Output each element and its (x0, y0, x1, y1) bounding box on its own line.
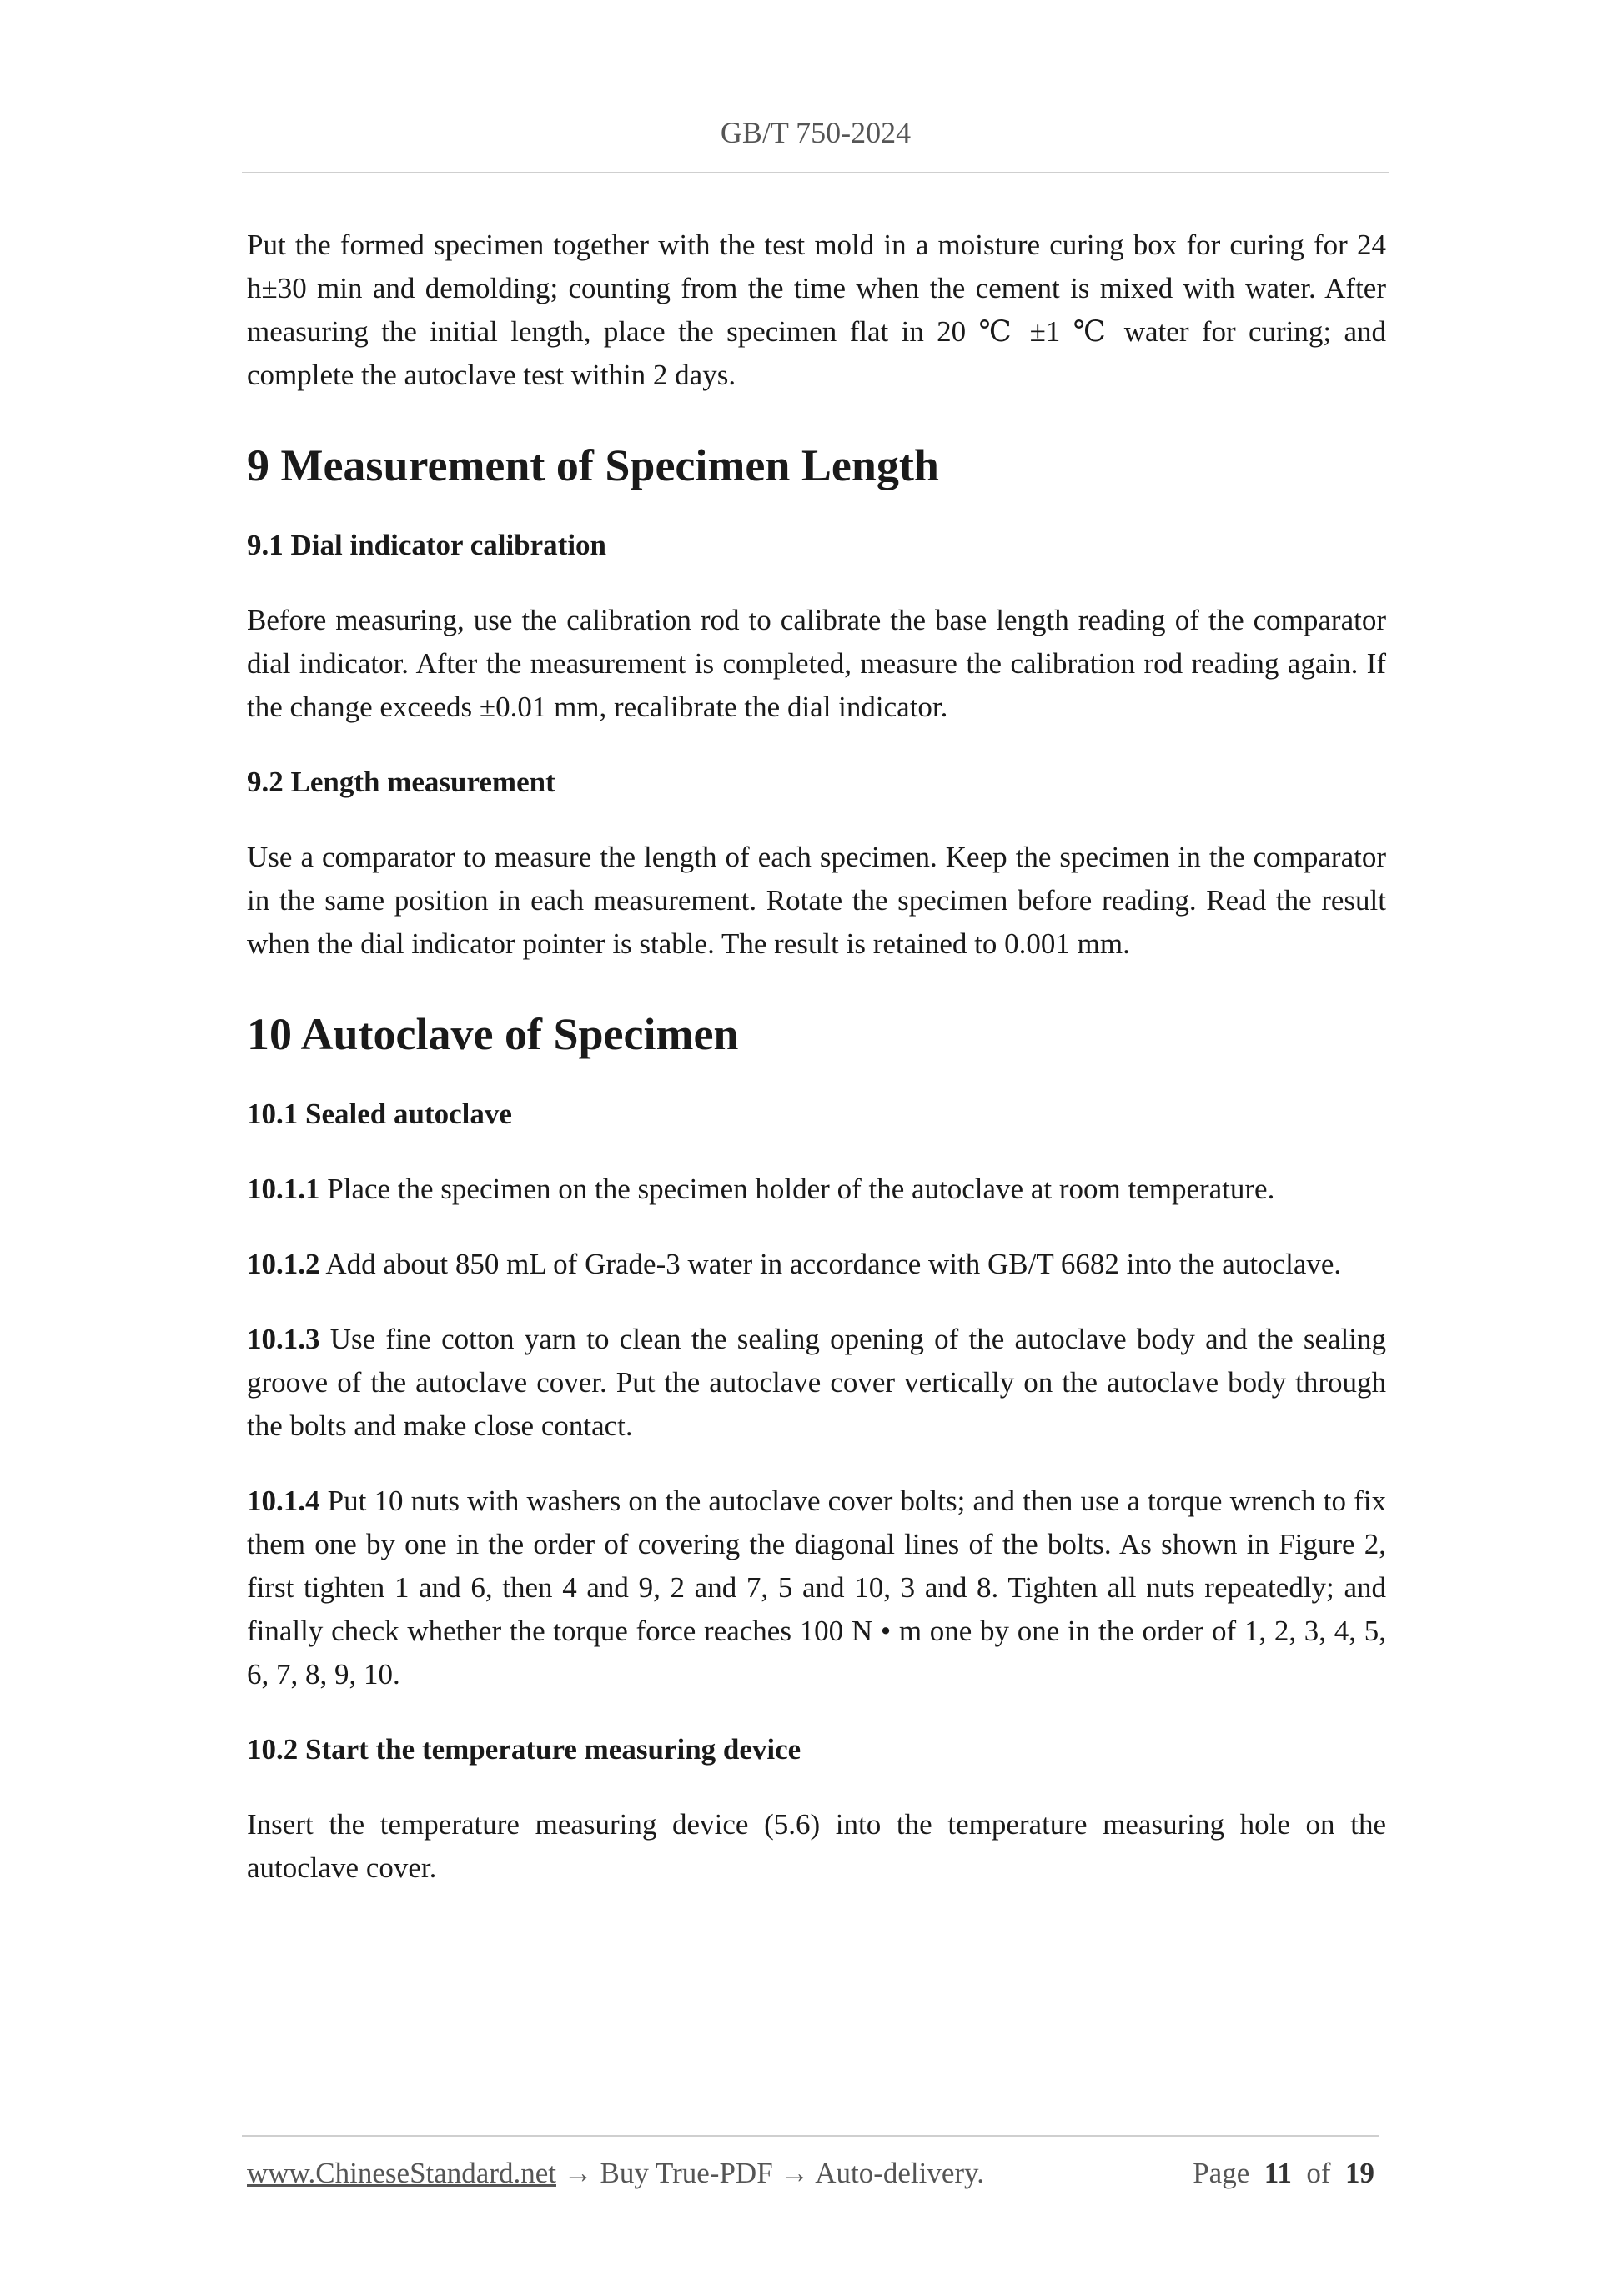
section-10-heading: 10 Autoclave of Specimen (247, 1009, 739, 1059)
of-label: of (1306, 2157, 1331, 2189)
clause-10-1-1 (247, 1168, 1386, 1211)
website-link[interactable]: www.ChineseStandard.net (247, 2157, 556, 2189)
page-number: 11 (1264, 2157, 1292, 2189)
clause-text: Add about 850 mL of Grade-3 water in accordance with GB/T 6682 into the autoclave. (319, 1248, 1342, 1280)
subsection-10-2-text: Insert the temperature measuring device (5.6) into the temperature measuring hole on the autoclave cover. (247, 1808, 1386, 1884)
subsection-9-1-text: Before measuring, use the calibration rod to calibrate the base length reading of the comparator dial indicator. After the measurement is completed, measure the calibration rod reading again. If the change exceeds ±0.01 mm, recalibrate the dial indicator. (247, 604, 1386, 723)
section-9-heading: 9 Measurement of Specimen Length (247, 440, 939, 490)
subsection-9-2-text: Use a comparator to measure the length of each specimen. Keep the specimen in the comparator in the same position in each measurement. Rotate the specimen before reading. Read the result when the dial indicator pointer is stable. The result is retained to 0.001 mm. (247, 841, 1386, 960)
footer-tagline: → Buy True-PDF → Auto-delivery. (556, 2157, 985, 2189)
clause-number: 10.1.4 (247, 1485, 320, 1517)
clause-10-1-4 (247, 1480, 1386, 1696)
total-pages: 19 (1345, 2157, 1374, 2189)
subsection-9-2-heading: 9.2 Length measurement (247, 766, 555, 798)
clause-text: Place the specimen on the specimen holder of the autoclave at room temperature. (319, 1173, 1275, 1205)
document-body (247, 224, 1386, 1890)
clause-text: Put 10 nuts with washers on the autoclave cover bolts; and then use a torque wrench to fix them one by one in the order of covering the diagonal lines of the bolts. As shown in Figure 2, first tighten 1 and 6, then 4 and 9, 2 and 7, 5 and 10, 3 and 8. Tighten all nuts repeatedly; and finally check whether the torque force reaches 100 N • m one by one in the order of 1, 2, 3, 4, 5, 6, 7, 8, 9, 10. (247, 1485, 1386, 1691)
subsection-9-1-heading: 9.1 Dial indicator calibration (247, 529, 607, 561)
clause-10-1-3 (247, 1318, 1386, 1448)
intro-paragraph: Put the formed specimen together with the test mold in a moisture curing box for curing for 24 h±30 min and demolding; counting from the time when the cement is mixed with water. After measuring the initial length, place the specimen flat in 20 ℃ ±1 ℃ water for curing; and complete the autoclave test within 2 days. (247, 229, 1386, 391)
page-label: Page (1193, 2157, 1250, 2189)
clause-10-1-2 (247, 1243, 1386, 1286)
page-footer (247, 2157, 1374, 2198)
subsection-10-2-heading: 10.2 Start the temperature measuring device (247, 1733, 801, 1766)
subsection-10-1-heading: 10.1 Sealed autoclave (247, 1098, 512, 1130)
clause-number: 10.1.3 (247, 1323, 320, 1355)
page-header: GB/T 750-2024 (720, 116, 912, 149)
clause-text: Use fine cotton yarn to clean the sealing opening of the autoclave body and the sealing groove of the autoclave cover. Put the autoclave cover vertically on the autoclave body through the bolts and make close contact. (247, 1323, 1386, 1442)
footer-promo (247, 2157, 984, 2190)
clause-number: 10.1.2 (247, 1248, 320, 1280)
page-indicator (1193, 2157, 1374, 2190)
footer-divider (242, 2135, 1379, 2137)
header-divider (242, 172, 1389, 173)
clause-number: 10.1.1 (247, 1173, 320, 1205)
